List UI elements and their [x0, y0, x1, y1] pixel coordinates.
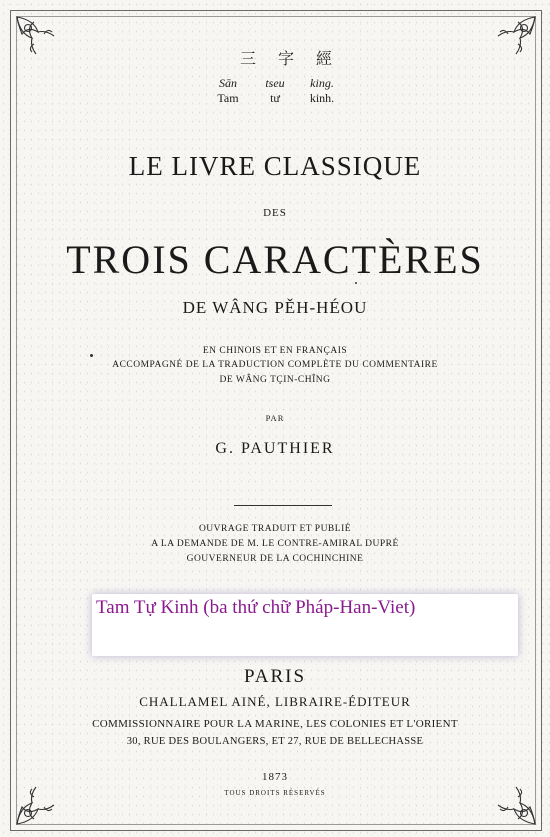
romanization-word: tư: [270, 91, 280, 105]
imprint-city: PARIS: [243, 666, 307, 687]
romanization-word: kinh.: [309, 91, 335, 105]
chinese-title: 三字經: [239, 49, 354, 68]
corner-ornament-icon: [14, 781, 60, 827]
byline-par: PAR: [265, 413, 285, 423]
overlay-note: Tam Tự Kinh (ba thứ chữ Pháp-Han-Viet): [96, 597, 416, 618]
subtitle-line-2: ACCOMPAGNÉ DE LA TRADUCTION COMPLÈTE DU COMMENTAIRE: [112, 360, 438, 370]
corner-ornament-icon: [492, 781, 538, 827]
imprint-year: 1873: [262, 771, 288, 783]
romanization-word: Tam: [217, 91, 239, 105]
romanization-line-1: [0, 76, 550, 91]
commission-line-3: GOUVERNEUR DE LA COCHINCHINE: [186, 554, 364, 564]
imprint-rights: TOUS DROITS RÉSERVÉS: [224, 789, 326, 797]
romanization-word: Sān: [219, 76, 237, 90]
title-des: DES: [263, 207, 287, 219]
imprint-address: 30, RUE DES BOULANGERS, ET 27, RUE DE BELLECHASSE: [126, 736, 424, 747]
romanization-line-2: [0, 91, 550, 106]
speck: [355, 282, 357, 284]
commission-line-1: OUVRAGE TRADUIT ET PUBLIÉ: [198, 524, 352, 534]
subtitle-line-3: DE WÂNG TÇIN-CHÎNG: [219, 375, 331, 385]
subtitle-line-1: EN CHINOIS ET EN FRANÇAIS: [202, 346, 348, 356]
imprint-publisher: CHALLAMEL AINÉ, LIBRAIRE-ÉDITEUR: [139, 694, 411, 709]
speck: [90, 354, 93, 357]
title-line-2: TROIS CARACTÈRES: [66, 237, 484, 282]
commission-line-2: A LA DEMANDE DE M. LE CONTRE-AMIRAL DUPRÉ: [151, 539, 399, 549]
title-line-3: DE WÂNG PĚH-HÉOU: [182, 298, 368, 317]
romanization-word: king.: [310, 76, 334, 90]
imprint-commission: COMMISSIONNAIRE POUR LA MARINE, LES COLONIES ET L'ORIENT: [92, 718, 458, 730]
romanization-word: tseu: [265, 76, 285, 90]
author-name: G. PAUTHIER: [215, 440, 335, 457]
divider-rule: [234, 505, 332, 506]
title-line-1: LE LIVRE CLASSIQUE: [128, 151, 422, 181]
